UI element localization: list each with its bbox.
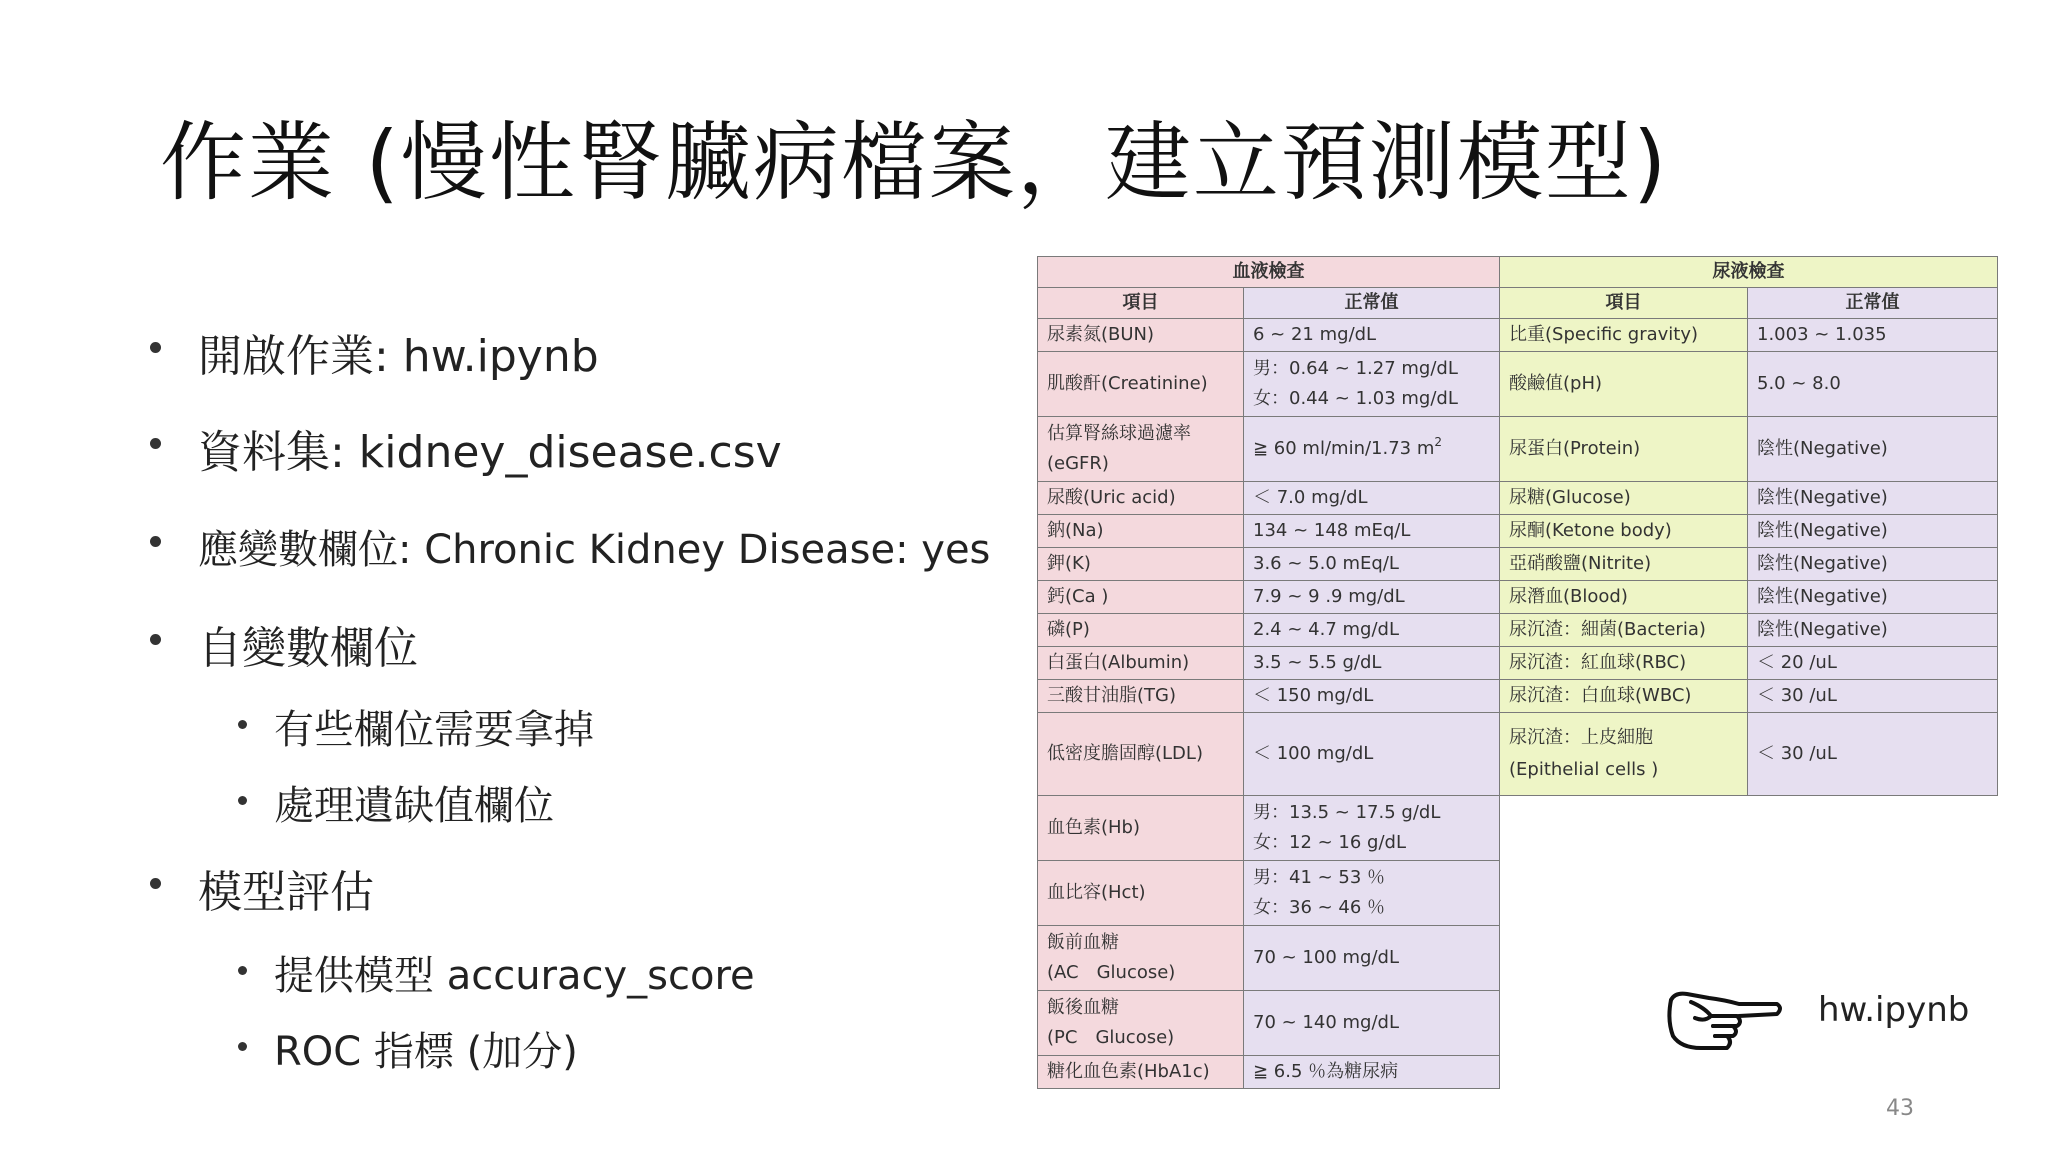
bullet-text: 有些欄位需要拿掉: [274, 707, 594, 753]
bullet-text: 應變數欄位: Chronic Kidney Disease: yes: [198, 527, 991, 573]
table-cell: 陰性(Negative): [1748, 417, 1998, 482]
urine-test-header: 尿液檢查: [1500, 257, 1998, 288]
table-row: [1038, 482, 1998, 515]
pointer-label: hw.ipynb: [1818, 990, 1970, 1030]
table-cell: 3.6 ~ 5.0 mEq/L: [1244, 548, 1500, 581]
table-cell: 肌酸酐(Creatinine): [1038, 352, 1244, 417]
table-row: [1038, 352, 1998, 417]
table-cell: [1038, 926, 1244, 991]
table-row: [1038, 861, 1998, 926]
table-row: [1038, 614, 1998, 647]
cell-line: 女：36 ~ 46 ％: [1253, 897, 1386, 918]
table-row: [1038, 515, 1998, 548]
bullet-text: 自變數欄位: [198, 623, 418, 674]
table-cell: 6 ~ 21 mg/dL: [1244, 319, 1500, 352]
table-cell: 三酸甘油脂(TG): [1038, 680, 1244, 713]
table-header-row: [1038, 257, 1998, 288]
table-cell: 糖化血色素(HbA1c): [1038, 1056, 1244, 1089]
table-cell: 鉀(K): [1038, 548, 1244, 581]
cell-line: 男：13.5 ~ 17.5 g/dL: [1253, 802, 1441, 823]
table-cell: 白蛋白(Albumin): [1038, 647, 1244, 680]
table-cell: 比重(Specific gravity): [1500, 319, 1748, 352]
table-cell: 5.0 ~ 8.0: [1748, 352, 1998, 417]
bullet-dot: [238, 1042, 247, 1051]
cell-text: ≧ 60 ml/min/1.73 m: [1253, 438, 1435, 459]
table-cell: [1038, 991, 1244, 1056]
bullet-dot: [238, 796, 247, 805]
table-row: [1038, 796, 1998, 861]
table-cell: 尿蛋白(Protein): [1500, 417, 1748, 482]
table-cell: 134 ~ 148 mEq/L: [1244, 515, 1500, 548]
table-cell: 3.5 ~ 5.5 g/dL: [1244, 647, 1500, 680]
table-cell: 尿糖(Glucose): [1500, 482, 1748, 515]
table-row: [1038, 680, 1998, 713]
column-header: 正常值: [1244, 288, 1500, 319]
bullet-dot: [238, 966, 247, 975]
table-cell: ＜ 30 /uL: [1748, 713, 1998, 796]
bullet-text: 模型評估: [198, 867, 374, 918]
blood-test-header: 血液檢查: [1038, 257, 1500, 288]
table-cell: 鈉(Na): [1038, 515, 1244, 548]
cell-line: 估算腎絲球過濾率: [1047, 423, 1191, 444]
bullet-dot: [150, 878, 161, 889]
cell-line: 女：12 ~ 16 g/dL: [1253, 832, 1406, 853]
table-cell: 血色素(Hb): [1038, 796, 1244, 861]
table-row: [1038, 926, 1998, 991]
column-header: 正常值: [1748, 288, 1998, 319]
table-cell: 陰性(Negative): [1748, 581, 1998, 614]
cell-line: 飯後血糖: [1047, 997, 1119, 1018]
lab-table: [1037, 256, 1998, 1089]
bullet-dot: [150, 536, 161, 547]
table-cell: 血比容(Hct): [1038, 861, 1244, 926]
cell-line: (Epithelial cells ): [1509, 759, 1659, 780]
table-row: [1038, 647, 1998, 680]
table-cell: ＜ 100 mg/dL: [1244, 713, 1500, 796]
cell-line: 尿沉渣：上皮細胞: [1509, 727, 1653, 748]
table-cell: 鈣(Ca ): [1038, 581, 1244, 614]
table-row: [1038, 417, 1998, 482]
bullet-text: 提供模型 accuracy_score: [274, 953, 755, 999]
empty-cell: [1500, 926, 1998, 991]
table-cell: ＜ 20 /uL: [1748, 647, 1998, 680]
table-cell: [1244, 417, 1500, 482]
table-cell: 陰性(Negative): [1748, 482, 1998, 515]
bullet-dot: [150, 634, 161, 645]
slide-title: 作業 (慢性腎臟病檔案，建立預測模型): [160, 113, 1669, 213]
table-cell: 陰性(Negative): [1748, 614, 1998, 647]
lab-reference-table: [1037, 256, 1998, 1089]
table-cell: 陰性(Negative): [1748, 548, 1998, 581]
table-cell: 尿酸(Uric acid): [1038, 482, 1244, 515]
table-cell: ≧ 6.5 ％為糖尿病: [1244, 1056, 1500, 1089]
table-cell: [1244, 352, 1500, 417]
page-number: 43: [1886, 1096, 1914, 1121]
cell-line: (eGFR): [1047, 453, 1109, 474]
table-row: [1038, 319, 1998, 352]
table-cell: 7.9 ~ 9 .9 mg/dL: [1244, 581, 1500, 614]
cell-line: (PC Glucose): [1047, 1027, 1175, 1048]
table-cell: 尿素氮(BUN): [1038, 319, 1244, 352]
table-cell: 2.4 ~ 4.7 mg/dL: [1244, 614, 1500, 647]
cell-line: 男：0.64 ~ 1.27 mg/dL: [1253, 358, 1458, 379]
empty-cell: [1500, 861, 1998, 926]
table-row: [1038, 581, 1998, 614]
table-cell: 尿酮(Ketone body): [1500, 515, 1748, 548]
table-cell: [1500, 713, 1748, 796]
bullet-dot: [238, 720, 247, 729]
table-subheader-row: [1038, 288, 1998, 319]
table-cell: 磷(P): [1038, 614, 1244, 647]
bullet-text: ROC 指標 (加分): [274, 1029, 578, 1075]
table-cell: 酸鹼值(pH): [1500, 352, 1748, 417]
table-cell: 尿潛血(Blood): [1500, 581, 1748, 614]
table-cell: ＜ 150 mg/dL: [1244, 680, 1500, 713]
table-cell: [1244, 796, 1500, 861]
empty-cell: [1500, 796, 1998, 861]
cell-line: 飯前血糖: [1047, 932, 1119, 953]
table-cell: [1038, 417, 1244, 482]
table-cell: 低密度膽固醇(LDL): [1038, 713, 1244, 796]
bullet-text: 處理遺缺值欄位: [274, 783, 554, 829]
table-cell: ＜ 30 /uL: [1748, 680, 1998, 713]
cell-line: 男：41 ~ 53 ％: [1253, 867, 1386, 888]
table-cell: [1244, 861, 1500, 926]
superscript: 2: [1434, 435, 1443, 449]
table-cell: 1.003 ~ 1.035: [1748, 319, 1998, 352]
table-row: [1038, 548, 1998, 581]
table-row: [1038, 713, 1998, 796]
table-cell: 亞硝酸鹽(Nitrite): [1500, 548, 1748, 581]
bullet-dot: [150, 438, 161, 449]
table-cell: 70 ~ 100 mg/dL: [1244, 926, 1500, 991]
column-header: 項目: [1038, 288, 1244, 319]
table-cell: 尿沉渣：紅血球(RBC): [1500, 647, 1748, 680]
empty-cell: [1500, 1056, 1998, 1089]
bullet-dot: [150, 342, 161, 353]
cell-line: (AC Glucose): [1047, 962, 1176, 983]
pointing-hand-icon: [1665, 986, 1785, 1056]
cell-line: 女：0.44 ~ 1.03 mg/dL: [1253, 388, 1458, 409]
column-header: 項目: [1500, 288, 1748, 319]
table-cell: 70 ~ 140 mg/dL: [1244, 991, 1500, 1056]
bullet-text: 資料集: kidney_disease.csv: [198, 427, 782, 478]
table-cell: 尿沉渣：細菌(Bacteria): [1500, 614, 1748, 647]
table-cell: 尿沉渣：白血球(WBC): [1500, 680, 1748, 713]
table-row: [1038, 1056, 1998, 1089]
table-cell: 陰性(Negative): [1748, 515, 1998, 548]
bullet-text: 開啟作業: hw.ipynb: [198, 331, 599, 382]
table-cell: ＜ 7.0 mg/dL: [1244, 482, 1500, 515]
